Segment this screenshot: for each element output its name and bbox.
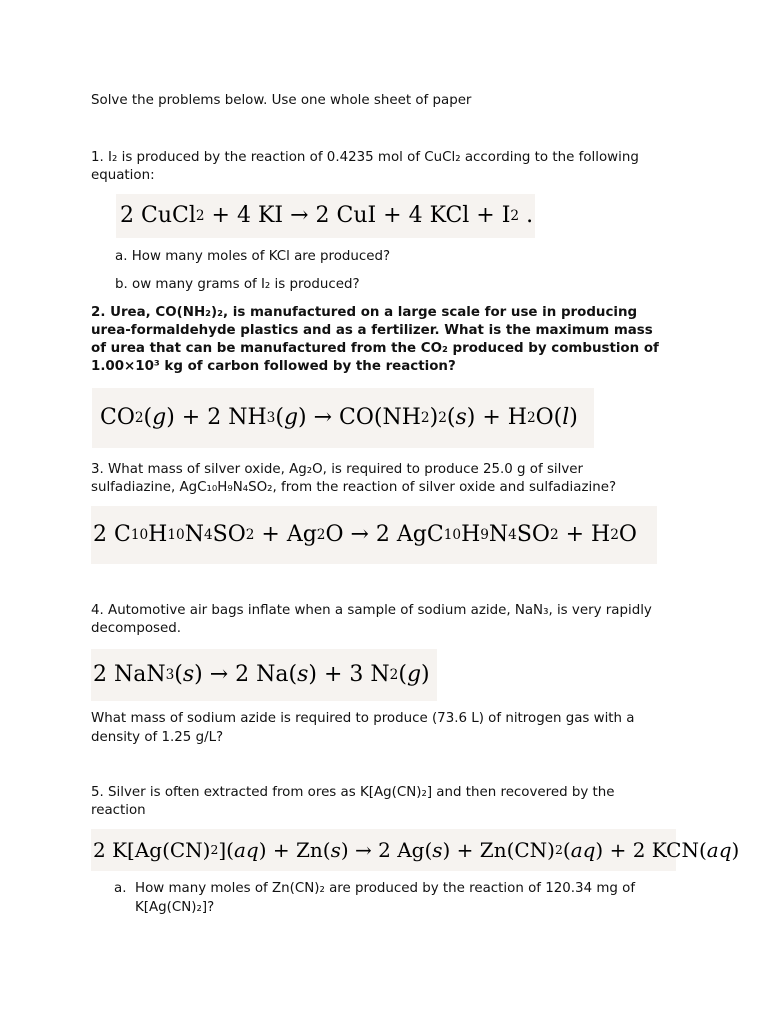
equation-1: 2 CuCl 2 + 4 KI → 2 CuI + 4 KCl + I 2 . [116, 194, 535, 238]
eq5-part: s [330, 838, 341, 862]
instructions: Solve the problems below. Use one whole sheet of paper [91, 93, 472, 108]
equation-4: 2 NaN 3 ( s ) → 2 Na( s ) + 3 N 2 ( g ) [91, 649, 437, 701]
problem-2-line-3: of urea that can be manufactured from the CO₂ produced by combustion of [91, 341, 659, 356]
eq2-part: ) [569, 405, 578, 430]
eq4-part: ( [398, 662, 407, 687]
eq5-part: aq [570, 838, 596, 862]
eq2-part: O( [535, 405, 563, 430]
problem-3-line-2: sulfadiazine, AgC₁₀H₉N₄SO₂, from the reaction of silver oxide and sulfadiazine? [91, 480, 617, 495]
problem-5-item-marker: a. [114, 881, 127, 896]
eq3-part: N [488, 522, 509, 547]
problem-4-question-line-1: What mass of sodium azide is required to produce (73.6 L) of nitrogen gas with a [91, 711, 635, 726]
eq5-part: ) → 2 Ag( [340, 838, 433, 862]
eq2-part: ) + H [466, 405, 527, 430]
eq5-part: ( [562, 838, 571, 862]
problem-5-question-a-line-2: K[Ag(CN)₂]? [135, 900, 215, 915]
problem-1-question-b: b. ow many grams of I₂ is produced? [115, 277, 360, 292]
eq5-part: ]( [218, 838, 234, 862]
eq3-part: + H [558, 522, 611, 547]
eq2-part: ) + 2 NH [166, 405, 267, 430]
eq5-part: ) + 2 KCN( [595, 838, 707, 862]
eq3-part: + Ag [254, 522, 317, 547]
eq1-part: CuCl [141, 203, 196, 228]
eq3-part: SO [516, 522, 550, 547]
eq4-part: s [297, 662, 309, 687]
eq3-part: O [618, 522, 637, 547]
problem-1-line-2: equation: [91, 168, 155, 183]
problem-5-line-1: 5. Silver is often extracted from ores as K[Ag(CN)₂] and then recovered by the [91, 785, 615, 800]
eq4-part: 2 NaN [93, 662, 166, 687]
eq2-part: CO [100, 405, 135, 430]
eq2-part: g [283, 405, 299, 430]
eq2-part: ) [429, 405, 439, 430]
eq5-part: s [432, 838, 443, 862]
eq3-part: N [184, 522, 204, 547]
eq2-part: ) → CO(NH [298, 405, 421, 430]
eq3-part: SO [212, 522, 246, 547]
eq2-part: g [152, 405, 167, 430]
problem-5-line-2: reaction [91, 803, 146, 818]
eq3-part: O → 2 AgC [325, 522, 444, 547]
equation-3: 2 C 10 H 10 N 4 SO 2 + Ag 2 O → 2 AgC 10 H 9 N 4 SO 2 + H 2 O [91, 506, 657, 564]
problem-1-question-a: a. How many moles of KCl are produced? [115, 249, 391, 264]
eq5-part: 2 K[Ag(CN) [93, 838, 211, 862]
eq1-part: . [519, 203, 534, 228]
eq5-part: aq [233, 838, 259, 862]
problem-4-line-1: 4. Automotive air bags inflate when a sample of sodium azide, NaN₃, is very rapidly [91, 603, 652, 618]
eq5-part: ) + Zn(CN) [442, 838, 555, 862]
eq2-part: s [455, 405, 467, 430]
problem-4-line-2: decomposed. [91, 621, 182, 636]
eq2-part: ( [446, 405, 456, 430]
eq4-part: ) → 2 Na( [194, 662, 298, 687]
problem-2-line-4: 1.00×10³ kg of carbon followed by the reaction? [91, 359, 456, 374]
eq4-part: s [182, 662, 195, 687]
problem-4-question-line-2: density of 1.25 g/L? [91, 730, 224, 745]
eq4-part: ( [174, 662, 183, 687]
eq3-part: 2 C [93, 522, 131, 547]
problem-1-line-1: 1. I₂ is produced by the reaction of 0.4235 mol of CuCl₂ according to the following [91, 150, 639, 165]
equation-5: 2 K[Ag(CN) 2 ]( aq ) + Zn( s ) → 2 Ag( s ) + Zn(CN) 2 ( aq ) + 2 KCN( aq ) [91, 829, 676, 871]
eq4-part: ) + 3 N [308, 662, 390, 687]
eq3-part: H [148, 522, 168, 547]
eq2-part: l [562, 405, 570, 430]
eq5-part: ) + Zn( [258, 838, 331, 862]
problem-3-line-1: 3. What mass of silver oxide, Ag₂O, is required to produce 25.0 g of silver [91, 462, 584, 477]
eq3-part: H [461, 522, 481, 547]
eq2-part: ( [143, 405, 153, 430]
eq4-part: ) [421, 662, 430, 687]
eq2-part: ( [275, 405, 284, 430]
eq1-part: 2 [120, 203, 134, 228]
problem-2-line-1: 2. Urea, CO(NH₂)₂, is manufactured on a large scale for use in producing [91, 305, 638, 320]
eq5-part: aq [706, 838, 732, 862]
problem-2-line-2: urea-formaldehyde plastics and as a fertilizer. What is the maximum mass [91, 323, 653, 338]
eq1-part: + 4 KI → 2 CuI + 4 KCl + I [204, 203, 511, 228]
eq4-part: g [406, 662, 422, 687]
eq5-part: ) [731, 838, 740, 862]
equation-2: CO 2 ( g ) + 2 NH 3 ( g ) → CO(NH 2 ) 2 ( s ) + H 2 O( l ) [92, 388, 594, 448]
problem-5-question-a-line-1: How many moles of Zn(CN)₂ are produced by the reaction of 120.34 mg of [135, 881, 636, 896]
